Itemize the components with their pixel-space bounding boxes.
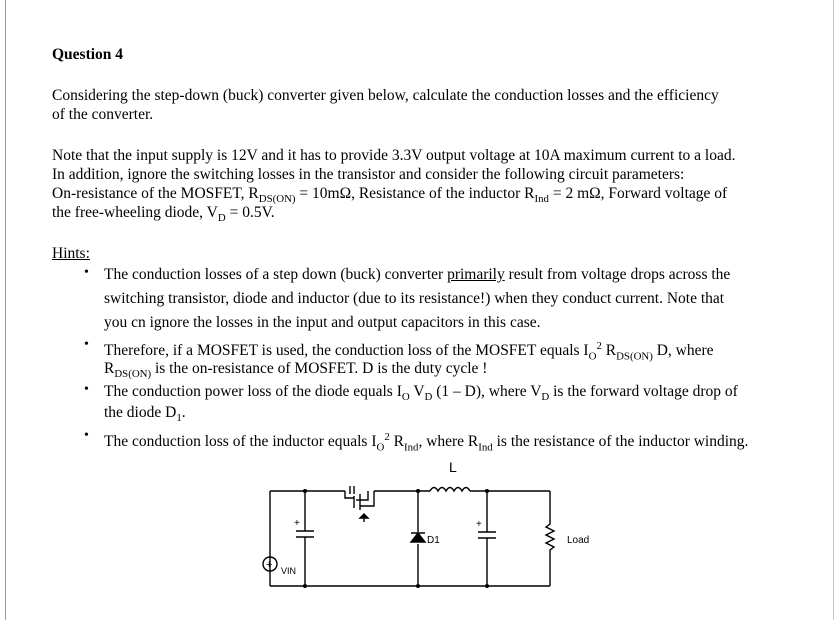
input-cap-plus: + (294, 518, 300, 529)
bullet-2: • (84, 337, 89, 352)
hint-1-line-1: The conduction losses of a step down (buck) converter primarily result from voltage drops across the (104, 266, 731, 283)
vin-plus-sign: + (266, 559, 273, 571)
inductor-label: L (449, 459, 457, 475)
output-capacitor (478, 491, 496, 586)
params-line-4: the free-wheeling diode, $V_D = 0.5V$. (52, 204, 275, 225)
bullet-1: • (84, 265, 89, 280)
intro-line-2: of the converter. (52, 106, 154, 123)
load-label: Load (567, 535, 590, 546)
intro-line-1: Considering the step-down (buck) converter given below, calculate the conduction losses and the efficiency (52, 87, 719, 104)
right-border (833, 0, 834, 620)
bullet-4: • (84, 428, 89, 443)
question-title: Question 4 (52, 46, 124, 63)
hint-1-line-2: switching transistor, diode and inductor (due to its resistance!) when they conduct current. Note that (104, 290, 725, 307)
hint-2-line-1: Therefore, if a MOSFET is used, the conduction loss of the MOSFET equals $I_O^2$ $R_{DS(ON)}$ D, where (104, 340, 714, 363)
params-line-3: On-resistance of the MOSFET, $R_{DS(ON)} = 10m\Omega$, Resistance of the inductor $R_{Ind} = 2$ mΩ, Forward voltage of (52, 185, 728, 206)
params-line-2: In addition, ignore the switching losses in the transistor and consider the following circuit parameters: (52, 166, 685, 183)
hint-2-line-2: $R_{DS(ON)}$ is the on-resistance of MOSFET. D is the duty cycle ! (104, 360, 488, 381)
output-cap-plus: + (476, 519, 482, 530)
hint-3-line-2: the diode $D_1$. (104, 404, 186, 425)
hint-1-line-3: you cn ignore the losses in the input and output capacitors in this case. (104, 314, 541, 331)
hint-4-line-1: The conduction loss of the inductor equals $I_O^2$ $R_{Ind}$, where $R_{Ind}$ is the resistance of the inductor winding. (104, 431, 749, 454)
hints-heading: Hints: (52, 245, 90, 262)
left-border (5, 0, 6, 620)
params-line-1: Note that the input supply is 12V and it has to provide 3.3V output voltage at 10A maximum current to a load. (52, 147, 736, 164)
mosfet-symbol (345, 486, 374, 522)
input-capacitor (296, 491, 314, 586)
bullet-3: • (84, 382, 89, 397)
diode-label: D1 (427, 535, 440, 546)
buck-converter-circuit (250, 456, 610, 616)
vin-label: VIN (281, 566, 297, 576)
hint-3-line-1: The conduction power loss of the diode equals $I_O$ $V_D$ (1 – D), where $V_D$ is the forward voltage drop of (104, 383, 738, 404)
diode-symbol (411, 533, 425, 542)
load-resistor (546, 491, 554, 586)
inductor-symbol (430, 488, 470, 492)
